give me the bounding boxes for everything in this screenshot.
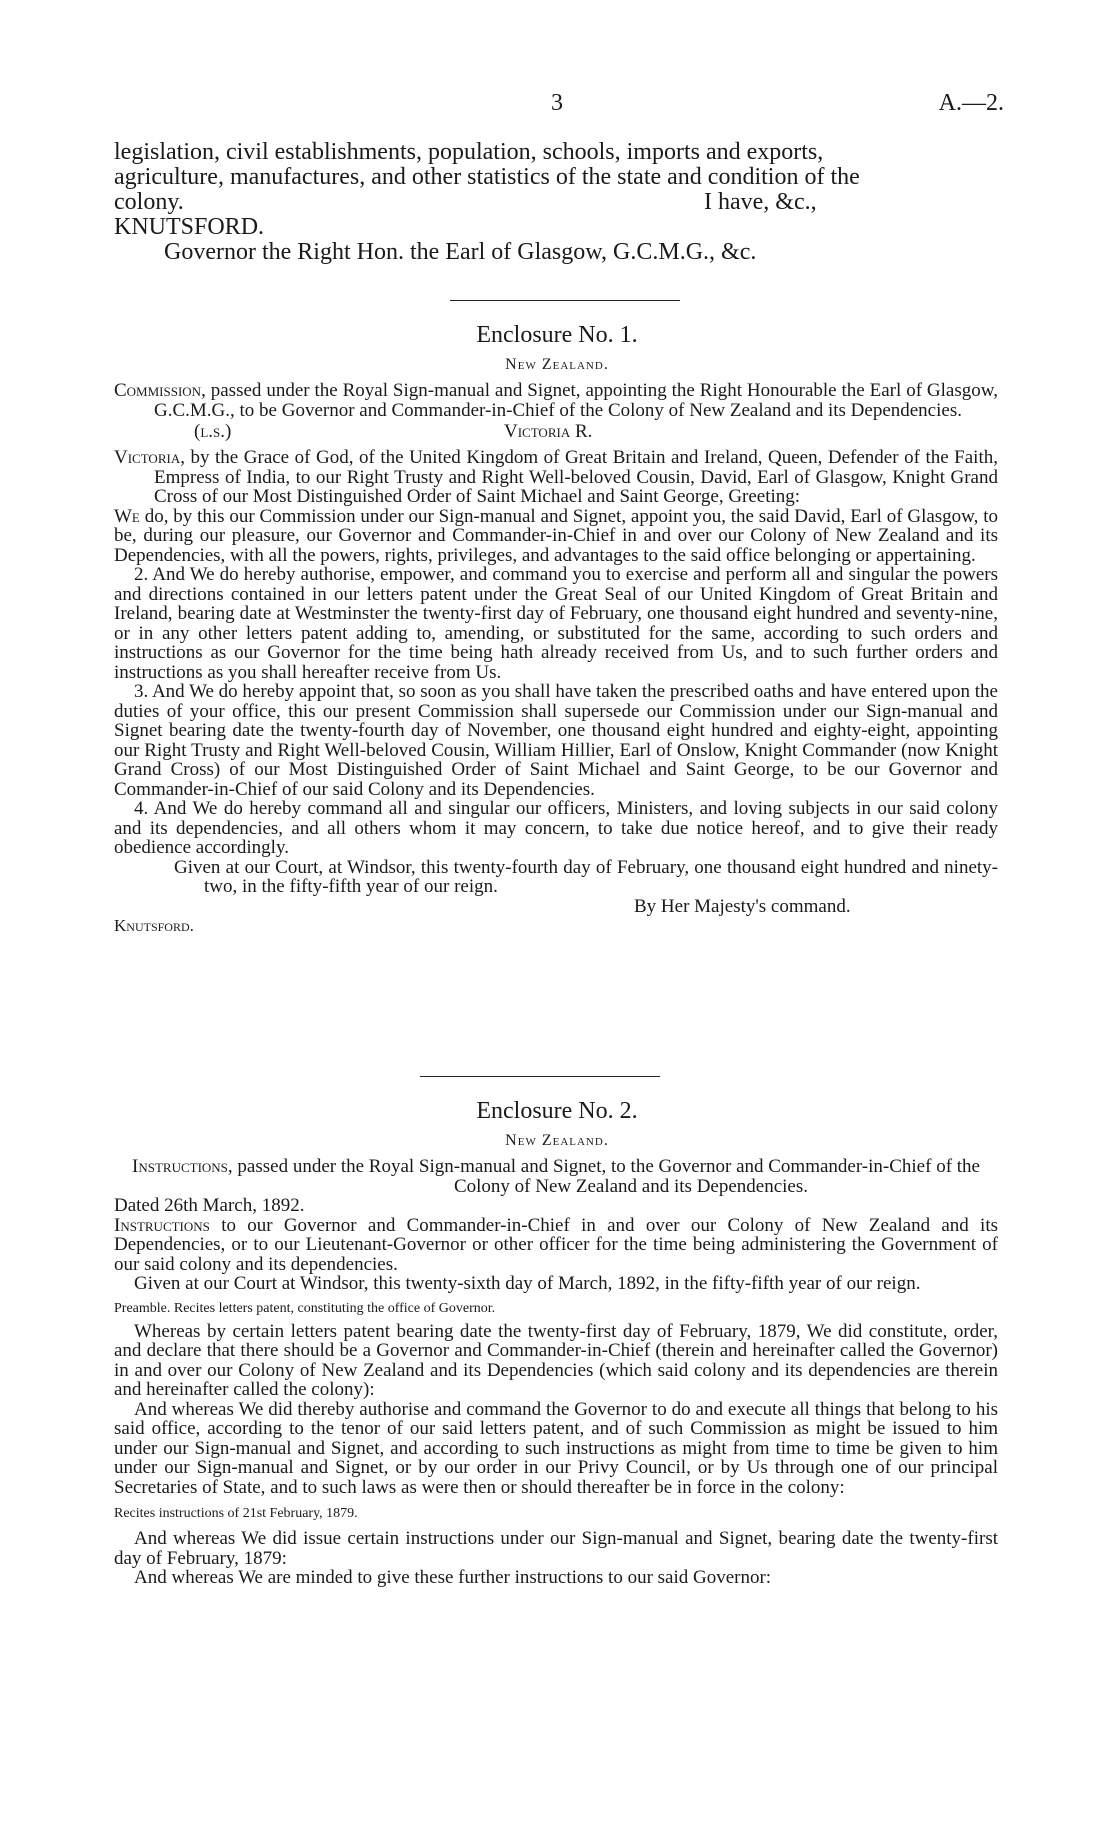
intro-addressee: Governor the Right Hon. the Earl of Glasgow, G.C.M.G., &c. [164, 239, 757, 265]
page-number: 3 [551, 90, 563, 116]
sovereign: Victoria R. [504, 421, 593, 442]
para1-text: do, by this our Commission under our Sign-manual and Signet, appoint you, the said David, Earl of Glasgow, to be, during our pleasure, our Governor and Commander-in-Chief in and over our Colony of New Zealand and its Dependencies, with all the powers, rights, privileges, and advantages to the said office belonging or appertaining. [114, 505, 999, 566]
enclosure-2-place: New Zealand. [505, 1132, 609, 1149]
para1-lead: We [114, 505, 140, 527]
greeting-lead: Victoria, [114, 447, 185, 468]
enclosure-1-title: Enclosure No. 1. [476, 322, 638, 348]
intro-ihave: I have, &c., [704, 189, 817, 215]
intro-line [114, 190, 998, 215]
whereas-4: And whereas We are minded to give these further instructions to our said Governor: [134, 1567, 772, 1588]
enclosure-2-title: Enclosure No. 2. [476, 1098, 638, 1124]
greeting-text: by the Grace of God, of the United Kingdom of Great Britain and Ireland, Queen, Defender of the Faith, Empress of India, to our Right Trusty and Right Well-beloved Cousin, David, Earl of Glasgow, Knight Grand Cross of our Most Distinguished Order of Saint Michael and Saint George, Greeting: [154, 447, 998, 507]
enclosure-1-place: New Zealand. [505, 356, 609, 373]
whereas-3: And whereas We did issue certain instructions under our Sign-manual and Signet, bearing date the twenty-first day of February, 1879: [114, 1528, 998, 1569]
instructions-to [114, 1216, 998, 1275]
commission-paragraph [114, 381, 998, 420]
dated: Dated 26th March, 1892. [114, 1195, 305, 1216]
paragraph-2: 2. And We do hereby authorise, empower, and command you to exercise and perform all and singular the powers and directions contained in our letters patent under the Great Seal of our United Kingdom of Great Britain and Ireland, bearing date at Westminster the twenty-first day of February, one thousand eight hundred and seventy-nine, or in any other letters patent adding to, amending, or substituted for the same, according to such orders and instructions as our Governor for the time being hath already received from Us, and to such further orders and instructions as you shall hereafter receive from Us. [114, 564, 998, 683]
instructions-heading [114, 1157, 998, 1196]
divider [420, 1076, 660, 1077]
instructions-to-lead: Instructions [114, 1214, 210, 1236]
instructions-text: passed under the Royal Sign-manual and Signet, to the Governor and Commander-in-Chief of the Colony of New Zealand and its Dependencies. [237, 1156, 980, 1197]
intro-colony: colony. [114, 189, 184, 215]
enclosure-1-signature: Knutsford. [114, 916, 194, 935]
paragraph-3: 3. And We do hereby appoint that, so soon as you shall have taken the prescribed oaths and have entered upon the duties of your office, this our present Commission shall supersede our Commission under our Sign-manual and Signet bearing date the twenty-fourth day of November, one thousand eight hundred and eighty-eight, appointing our Right Trusty and Right Well-beloved Cousin, William Hillier, Earl of Onslow, Knight Commander (now Knight Grand Cross) of our Most Distinguished Order of Saint Michael and Saint George, to be our Governor and Commander-in-Chief of our said Colony and its Dependencies. [114, 681, 998, 800]
enclosure-2-body [114, 1157, 998, 1588]
commission-text: passed under the Royal Sign-manual and Signet, appointing the Right Honourable the Earl of Glasgow, G.C.M.G., to be Governor and Commander-in-Chief of the Colony of New Zealand and its Dependencies. [154, 380, 998, 421]
paragraph-4: 4. And We do hereby command all and singular our officers, Ministers, and loving subjects in our said colony and its dependencies, and all others whom it may concern, to take due notice hereof, and to give their ready obedience accordingly. [114, 798, 998, 858]
intro-line: agriculture, manufactures, and other statistics of the state and condition of the [114, 164, 860, 190]
by-command: By Her Majesty's command. [634, 895, 851, 917]
intro-signature: KNUTSFORD. [114, 214, 265, 240]
divider [450, 300, 680, 301]
instructions-lead: Instructions, [132, 1156, 233, 1177]
recites-note: Recites instructions of 21st February, 1879. [114, 1506, 358, 1521]
enclosure-1-body [114, 381, 998, 936]
seal-line [114, 422, 998, 444]
given-at-court: Given at our Court at Windsor, this twenty-sixth day of March, 1892, in the fifty-fifth year of our reign. [134, 1273, 921, 1294]
whereas-2: And whereas We did thereby authorise and command the Governor to do and execute all things that belong to his said office, according to the tenor of our said letters patent, and of such Commission as might be issued to him under our Sign-manual and Signet, and according to such instructions as might from time to time be given to him under our Sign-manual and Signet, or by our order in our Privy Council, or by Us through one of our principal Secretaries of State, and to such laws as were then or should thereafter be in force in the colony: [114, 1398, 998, 1498]
letter-closing [114, 140, 998, 265]
seal: (l.s.) [194, 421, 232, 442]
instructions-to-text: to our Governor and Commander-in-Chief in and over our Colony of New Zealand and its Dependencies, or to our Lieutenant-Governor or other officer for the time being administering the Government of our said colony and its dependencies. [114, 1214, 999, 1275]
document-reference: A.—2. [938, 90, 1004, 116]
commission-lead: Commission, [114, 380, 206, 401]
whereas-1: Whereas by certain letters patent bearing date the twenty-first day of February, 1879, We did constitute, order, and declare that there should be a Governor and Commander-in-Chief (therein and hereinafter called the Governor) in and over our Colony of New Zealand and its Dependencies (which said colony and its dependencies are therein and hereinafter called the colony): [114, 1320, 998, 1400]
given-at-court: Given at our Court, at Windsor, this twenty-fourth day of February, one thousand eight hundred and ninety-two, in the fifty-fifth year of our reign. [174, 856, 998, 897]
intro-line: legislation, civil establishments, population, schools, imports and exports, [114, 139, 824, 165]
greeting-paragraph [114, 448, 998, 507]
paragraph-1 [114, 507, 998, 566]
preamble-note: Preamble. Recites letters patent, constituting the office of Governor. [114, 1300, 496, 1316]
